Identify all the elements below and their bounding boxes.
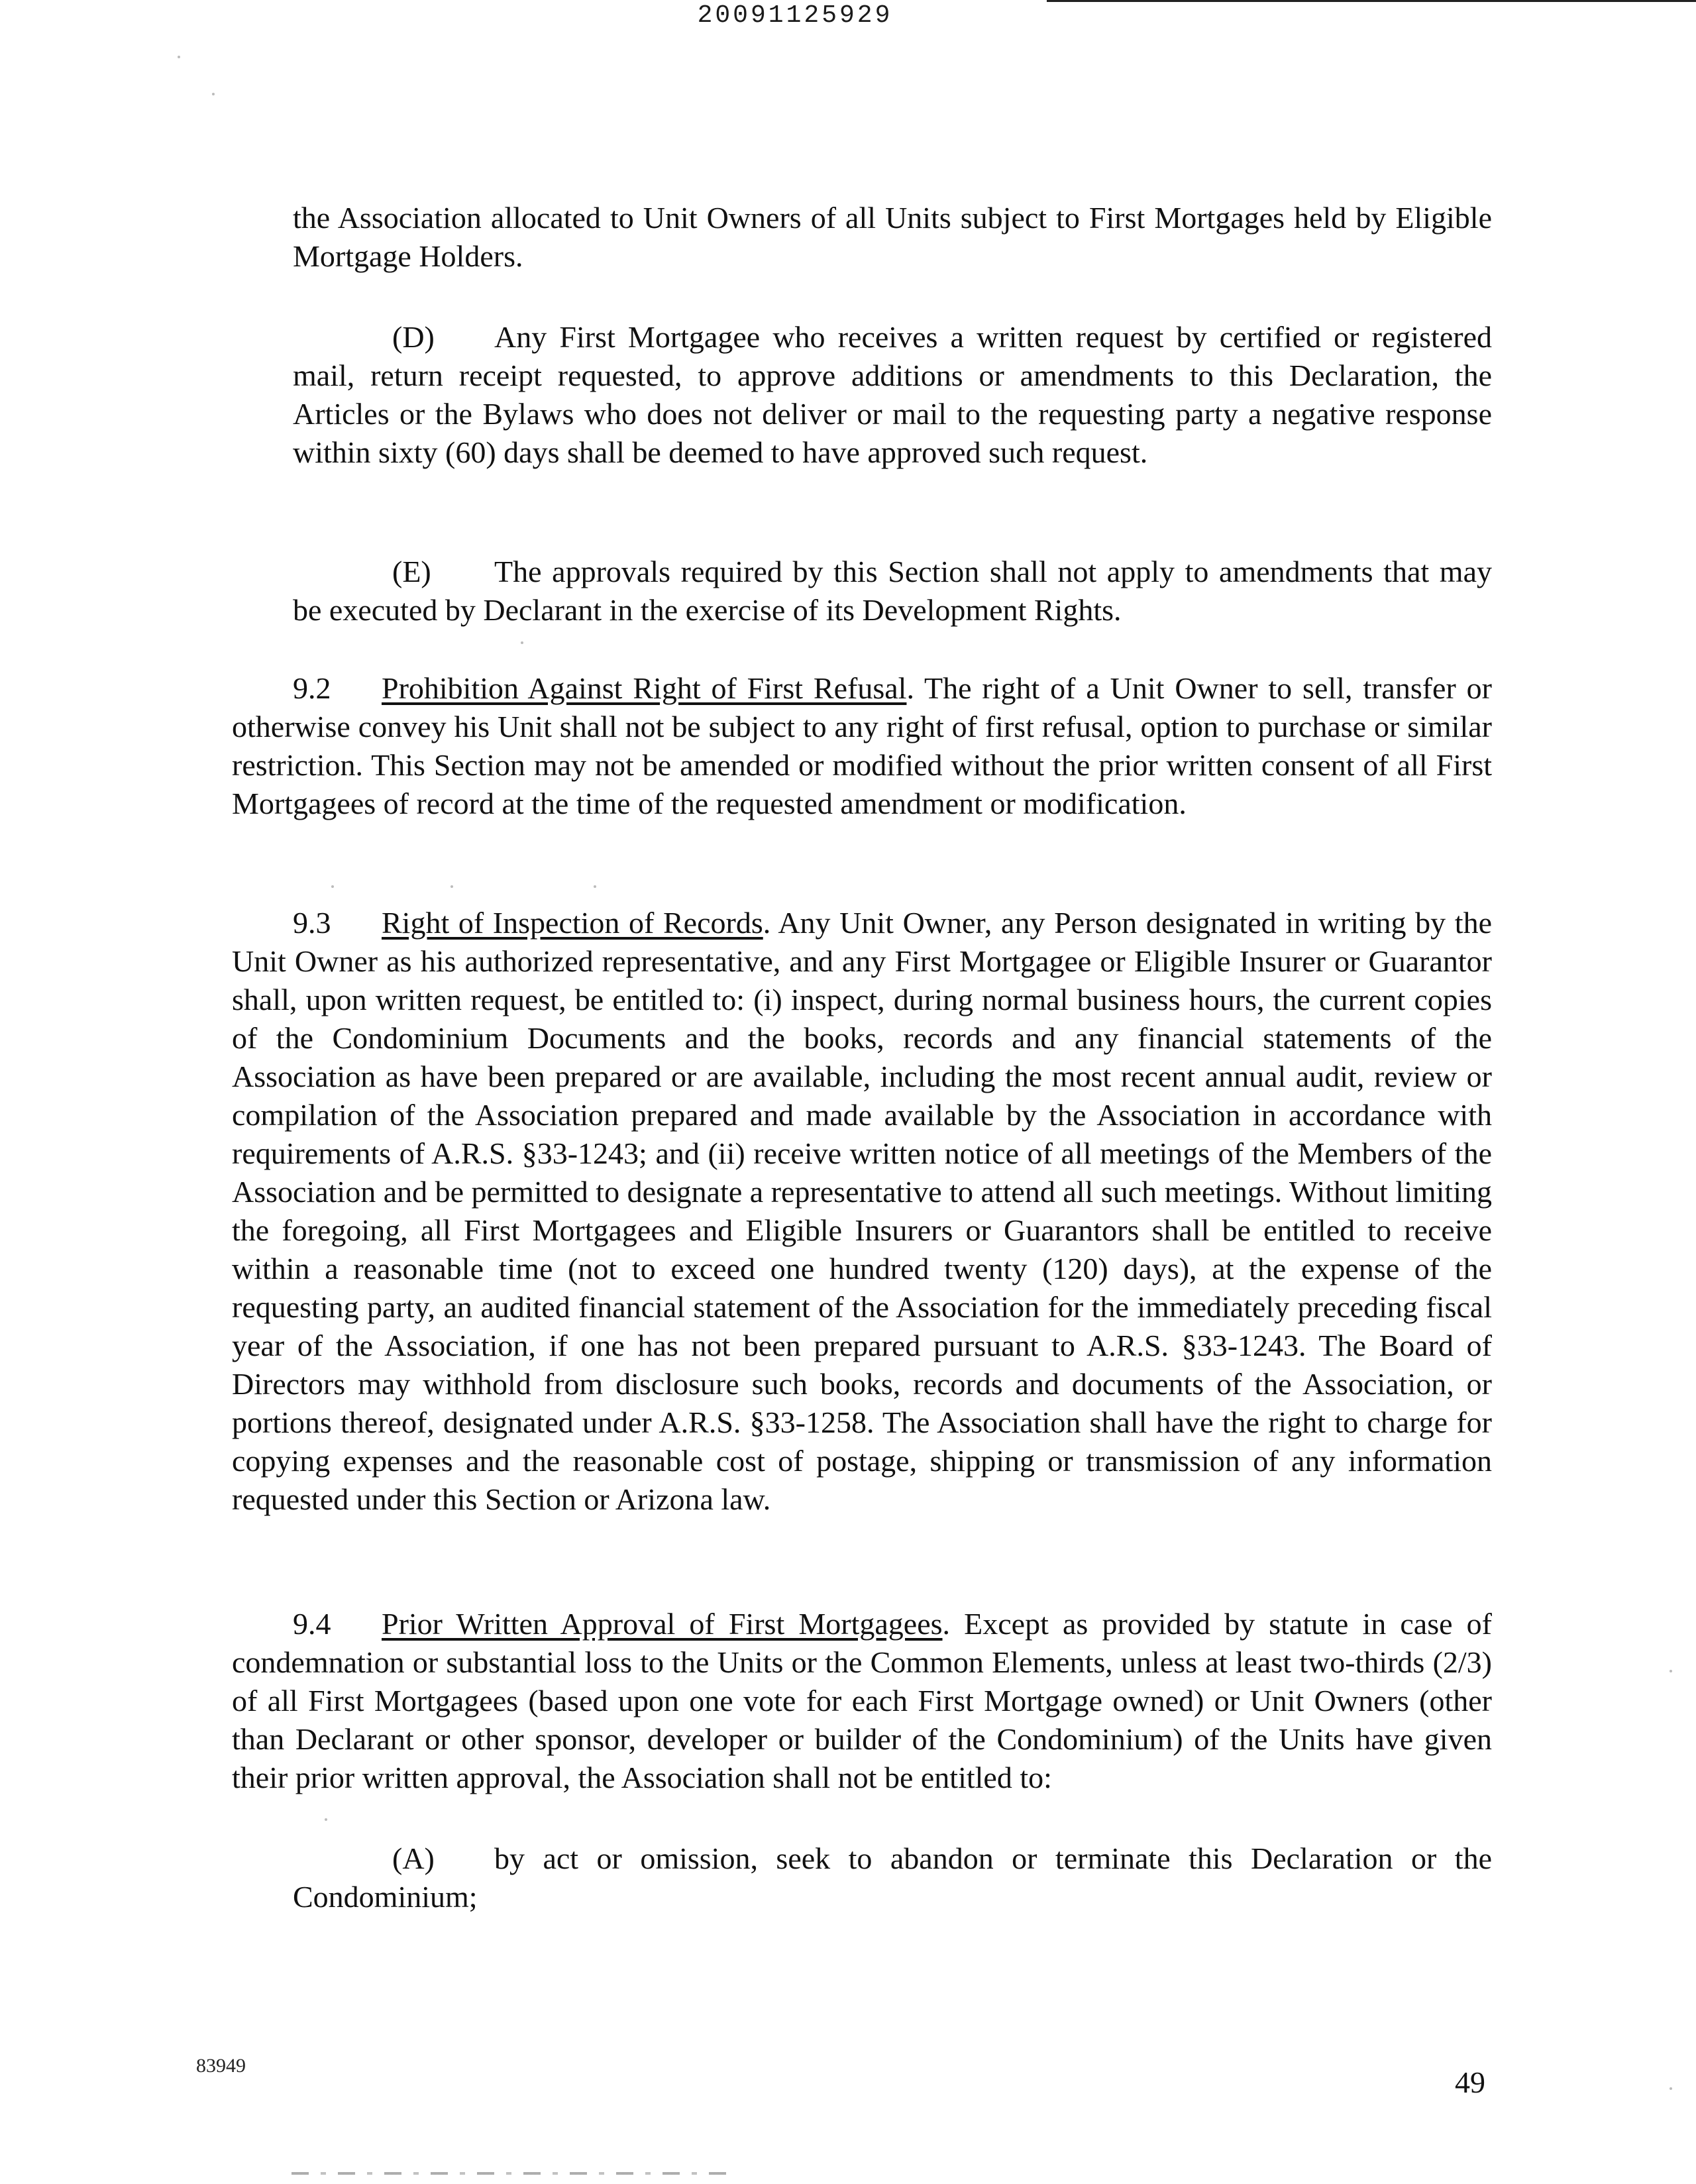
document-number: 20091125929 [697,1,893,30]
section-9-3 [232,904,1492,1519]
section-9-4-heading: Prior Written Approval of First Mortgagees [382,1607,943,1641]
subsection-d-text: Any First Mortgagee who receives a written request by certified or registered mail, return receipt requested, to approve additions or amendments to this Declaration, the Articles or the Bylaws who does not deliver or mail to the requesting party a negative response within sixty (60) days shall be deemed to have approved such request. [293,320,1492,469]
header-rule [1047,0,1696,2]
scan-speck [594,885,596,888]
subsection-a-label: (A) [392,1841,435,1875]
subsection-a [293,1839,1492,1916]
subsection-e-label: (E) [392,555,431,588]
scan-artifact-line [292,2172,729,2175]
subsection-e [293,553,1492,629]
continuation-paragraph [293,199,1492,276]
section-9-3-heading: Right of Inspection of Records [382,906,763,940]
section-9-4-number: 9.4 [293,1607,331,1641]
continuation-text: the Association allocated to Unit Owners of all Units subject to First Mortgages held by Eligible Mortgage Holders. [293,201,1492,273]
scan-speck [212,93,215,95]
scan-speck [1670,1670,1672,1672]
section-9-3-text: . Any Unit Owner, any Person designated in writing by the Unit Owner as his authorized representative, and any First Mortgagee or Eligible Insurer or Guarantor shall, upon written request, be entitled to: (i) inspect, during normal business hours, the current copies of the Condominium Documents and the books, records and any financial statements of the Association as have been prepared or are available, including the most recent annual audit, review or compilation of the Association prepared and made available by the Association in accordance with requirements of A.R.S. §33-1243; and (ii) receive written notice of all meetings of the Members of the Association and be permitted to designate a representative to attend all such meetings. Without limiting the foregoing, all First Mortgagees and Eligible Insurers or Guarantors shall be entitled to receive within a reasonable time (not to exceed one hundred twenty (120) days), at the expense of the requesting party, an audited financial statement of the Association for the immediately preceding fiscal year of the Association, if one has not been prepared pursuant to A.R.S. §33-1243. The Board of Directors may withhold from disclosure such books, records and documents of the Association, or portions thereof, designated under A.R.S. §33-1258. The Association shall have the right to charge for copying expenses and the reasonable cost of postage, shipping or transmission of any information requested under this Section or Arizona law. [232,906,1492,1516]
section-9-2-number: 9.2 [293,671,331,705]
footer-document-code: 83949 [196,2055,246,2077]
subsection-d-label: (D) [392,320,435,354]
scan-speck [178,56,180,58]
section-9-2-heading: Prohibition Against Right of First Refusal [382,671,907,705]
section-9-4-text: . Except as provided by statute in case of condemnation or substantial loss to the Units or the Common Elements, unless at least two-thirds (2/3) of all First Mortgagees (based upon one vote for each First Mortgage owned) or Unit Owners (other than Declarant or other sponsor, developer or builder of the Condominium) of the Units have given their prior written approval, the Association shall not be entitled to: [232,1607,1492,1794]
scan-speck [1670,2087,1672,2090]
scan-speck [331,885,334,888]
scan-speck [450,885,453,888]
subsection-a-text: by act or omission, seek to abandon or terminate this Declaration or the Condominium; [293,1841,1492,1914]
section-9-3-number: 9.3 [293,906,331,940]
scan-speck [521,641,523,644]
section-9-2-text: . The right of a Unit Owner to sell, transfer or otherwise convey his Unit shall not be subject to any right of first refusal, option to purchase or similar restriction. This Section may not be amended or modified without the prior written consent of all First Mortgagees of record at the time of the requested amendment or modification. [232,671,1492,820]
page-number: 49 [1455,2065,1485,2099]
subsection-e-text: The approvals required by this Section shall not apply to amendments that may be executed by Declarant in the exercise of its Development Rights. [293,555,1492,627]
scan-speck [325,1818,327,1821]
section-9-4 [232,1605,1492,1797]
subsection-d [293,318,1492,472]
section-9-2 [232,669,1492,823]
